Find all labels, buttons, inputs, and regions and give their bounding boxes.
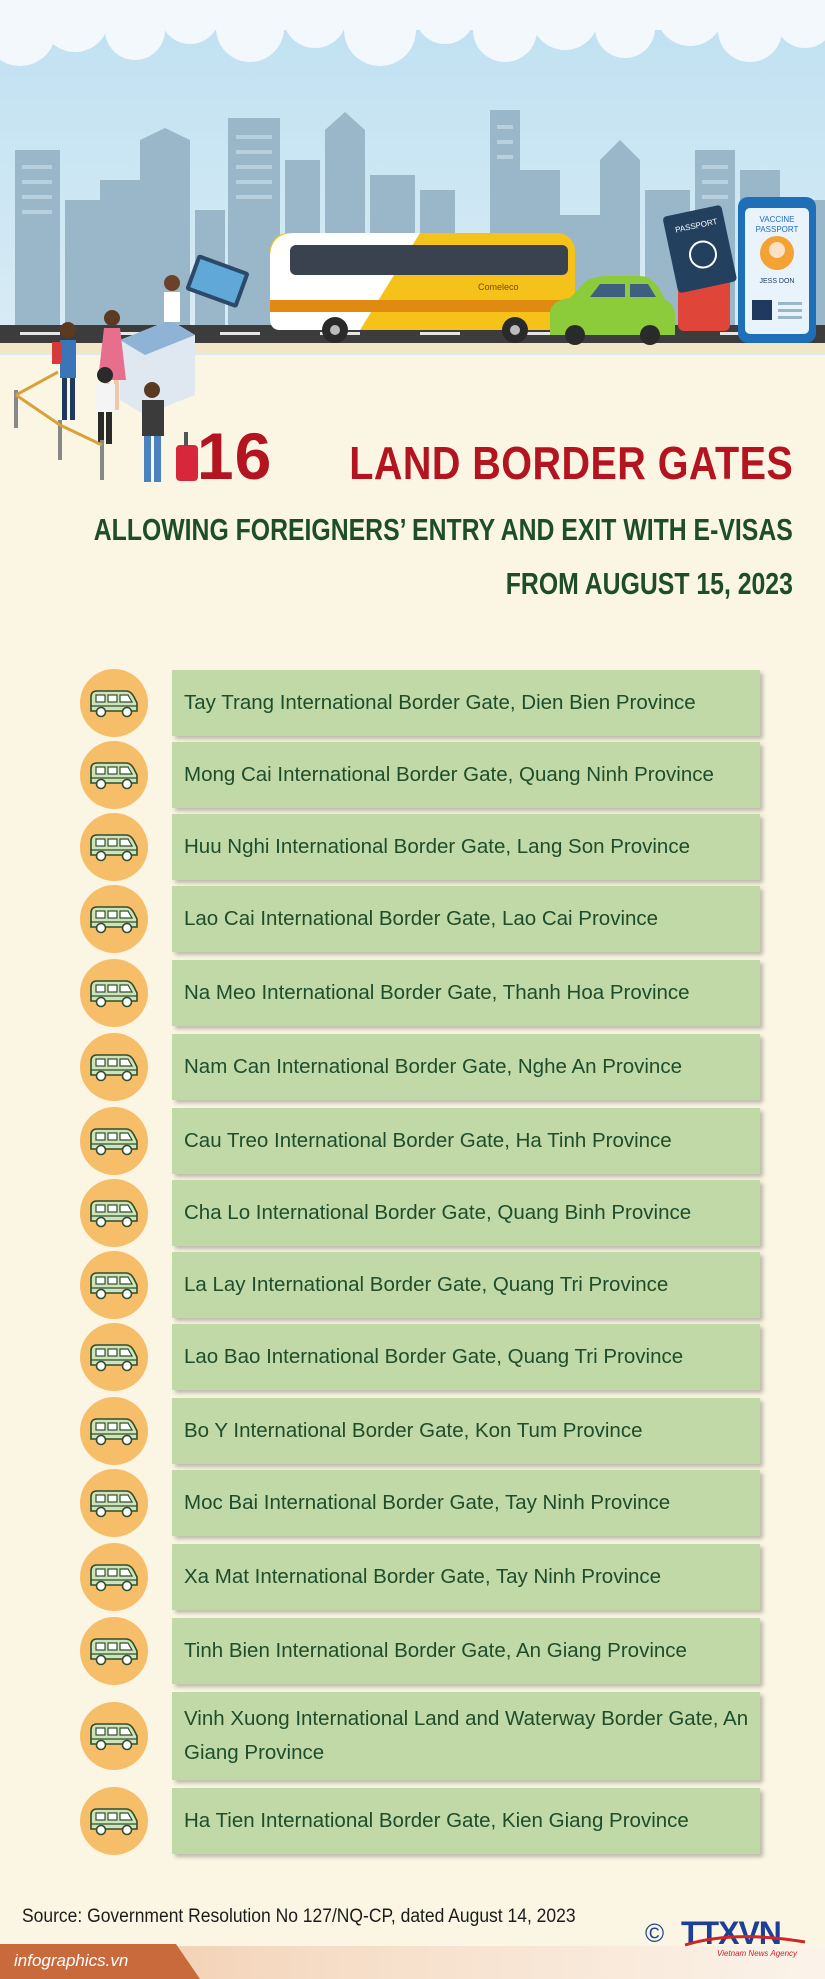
- gate-name: Tay Trang International Border Gate, Dien Bien Province: [184, 691, 696, 714]
- gate-list-item: [0, 1470, 825, 1536]
- vaccine-label-2: PASSPORT: [755, 225, 799, 234]
- gate-card: [172, 1108, 760, 1174]
- car-icon: [80, 1469, 148, 1537]
- car-icon: [80, 1787, 148, 1855]
- title-number: 16: [196, 419, 273, 493]
- gate-name: Mong Cai International Border Gate, Quang Ninh Province: [184, 763, 714, 786]
- title-main-text: LAND BORDER GATES: [349, 437, 793, 489]
- gate-list-item: [0, 1618, 825, 1684]
- gate-list-item: [0, 1692, 825, 1780]
- gate-list-item: [0, 742, 825, 808]
- car-icon: [80, 741, 148, 809]
- passport-label: PASSPORT: [674, 216, 719, 235]
- site-link[interactable]: infographics.vn: [14, 1951, 129, 1970]
- gate-list-item: [0, 960, 825, 1026]
- gate-list-item: [0, 1324, 825, 1390]
- gate-card: [172, 1034, 760, 1100]
- gate-card: [172, 1788, 760, 1854]
- gate-card: [172, 1470, 760, 1536]
- car-icon: [80, 885, 148, 953]
- gate-name: Moc Bai International Border Gate, Tay Ninh Province: [184, 1491, 671, 1514]
- car-icon: [80, 1107, 148, 1175]
- logo-subtext: Vietnam News Agency: [717, 1949, 798, 1958]
- gate-list-item: [0, 1034, 825, 1100]
- gate-list-item: [0, 1180, 825, 1246]
- gate-name: Bo Y International Border Gate, Kon Tum Province: [184, 1419, 643, 1442]
- gate-list-item: [0, 1398, 825, 1464]
- gate-card: [172, 886, 760, 952]
- gate-list-item: [0, 814, 825, 880]
- copyright-symbol: ©: [645, 1918, 665, 1948]
- gate-card: [172, 1544, 760, 1610]
- page-title: [197, 418, 793, 494]
- gate-list-item: [0, 1788, 825, 1854]
- gate-name: Ha Tien International Border Gate, Kien Giang Province: [184, 1809, 689, 1832]
- gate-name: Xa Mat International Border Gate, Tay Ninh Province: [184, 1565, 662, 1588]
- car-icon: [80, 813, 148, 881]
- gate-card: [172, 1618, 760, 1684]
- car-icon: [80, 1702, 148, 1770]
- gate-card: [172, 670, 760, 736]
- vaccine-label-1: VACCINE: [759, 215, 795, 224]
- car-icon: [80, 1323, 148, 1391]
- gate-card: [172, 1324, 760, 1390]
- gate-card: [172, 960, 760, 1026]
- gate-card: [172, 1398, 760, 1464]
- bus-illustration: [270, 233, 575, 343]
- car-icon: [80, 1543, 148, 1611]
- subtitle-line-2: FROM AUGUST 15, 2023: [505, 566, 793, 601]
- subtitle-line-1: ALLOWING FOREIGNERS’ ENTRY AND EXIT WITH E-VISAS: [93, 512, 793, 547]
- gate-name: Na Meo International Border Gate, Thanh Hoa Province: [184, 981, 690, 1004]
- gate-name: Lao Cai International Border Gate, Lao Cai Province: [184, 907, 659, 930]
- gate-list-item: [0, 1108, 825, 1174]
- car-icon: [80, 1617, 148, 1685]
- gate-name: Cau Treo International Border Gate, Ha Tinh Province: [184, 1129, 672, 1152]
- car-icon: [80, 1397, 148, 1465]
- gate-card: [172, 1180, 760, 1246]
- gate-card: [172, 742, 760, 808]
- passport-illustration: [662, 197, 816, 343]
- gate-name: La Lay International Border Gate, Quang Tri Province: [184, 1273, 669, 1296]
- gate-card: [172, 814, 760, 880]
- gate-name: Vinh Xuong International Land and Waterway Border Gate, An Giang Province: [184, 1707, 749, 1764]
- car-icon: [80, 1251, 148, 1319]
- gate-card: [172, 1692, 760, 1780]
- gate-name: Lao Bao International Border Gate, Quang Tri Province: [184, 1345, 684, 1368]
- car-icon: [80, 959, 148, 1027]
- vaccine-name: JESS DON: [759, 278, 795, 285]
- gate-list-item: [0, 670, 825, 736]
- gate-list-item: [0, 1252, 825, 1318]
- logo-text: TTXVN: [681, 1915, 781, 1951]
- gate-name: Nam Can International Border Gate, Nghe An Province: [184, 1055, 682, 1078]
- gate-name: Huu Nghi International Border Gate, Lang Son Province: [184, 835, 690, 858]
- gate-name: Tinh Bien International Border Gate, An Giang Province: [184, 1639, 687, 1662]
- source-note: Source: Government Resolution No 127/NQ-CP, dated August 14, 2023: [22, 1906, 576, 1927]
- ttxvn-logo: [645, 1912, 810, 1964]
- bus-logo-text: Comeleco: [478, 282, 519, 292]
- gate-card: [172, 1252, 760, 1318]
- gate-name: Cha Lo International Border Gate, Quang Binh Province: [184, 1201, 692, 1224]
- car-icon: [80, 1033, 148, 1101]
- title-row: [196, 419, 793, 493]
- gate-list-item: [0, 1544, 825, 1610]
- car-icon: [80, 1179, 148, 1247]
- car-icon: [80, 669, 148, 737]
- gate-list-item: [0, 886, 825, 952]
